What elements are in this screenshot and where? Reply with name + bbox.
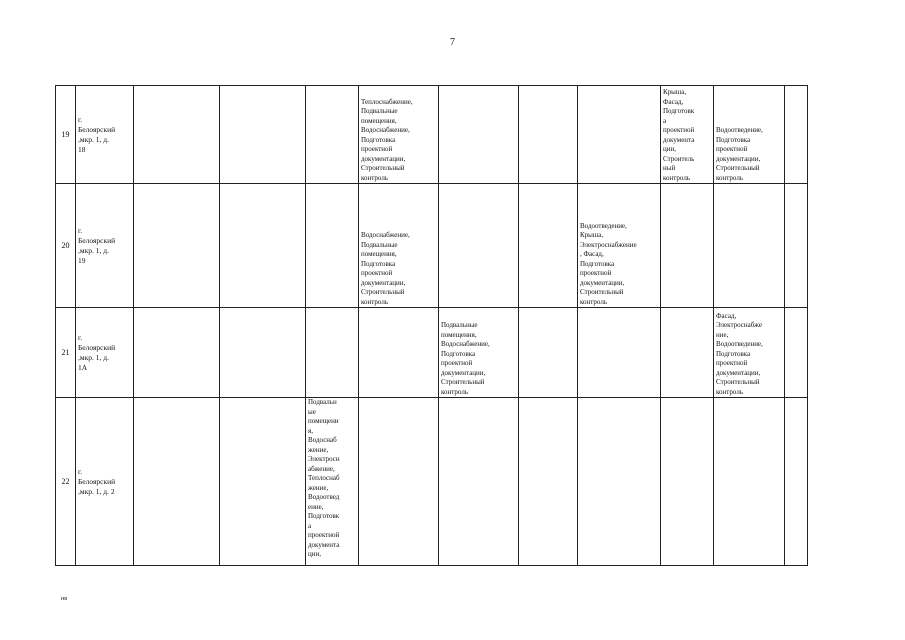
table-cell xyxy=(578,86,661,184)
table-cell xyxy=(661,308,714,398)
table-cell xyxy=(714,398,785,566)
address-cell: г. Белоярский ,мкр. 1, д. 18 xyxy=(76,86,134,184)
table-cell xyxy=(134,398,220,566)
table-cell xyxy=(578,308,661,398)
table-cell xyxy=(661,398,714,566)
table-cell: Водоснабжение, Подвальные помещения, Подготовка проектной документации, Строительный контроль xyxy=(359,184,439,308)
table-row xyxy=(56,308,808,398)
table-cell xyxy=(359,308,439,398)
table-cell xyxy=(306,308,359,398)
table-cell xyxy=(220,398,306,566)
table-cell: Подвальн ые помещени я, Водоснаб жение, Электросн абжение, Теплоснаб жение, Водоотвед ение, Подготовк а проектной документа ции, xyxy=(306,398,359,566)
table-row xyxy=(56,86,808,184)
table-cell xyxy=(359,398,439,566)
row-number: 22 xyxy=(56,398,76,566)
address-cell: г. Белоярский ,мкр. 1, д. 2 xyxy=(76,398,134,566)
table-cell xyxy=(578,398,661,566)
table-cell xyxy=(785,86,808,184)
table-cell xyxy=(661,184,714,308)
table-cell xyxy=(519,184,578,308)
table-cell xyxy=(134,308,220,398)
row-number: 21 xyxy=(56,308,76,398)
table-cell xyxy=(220,308,306,398)
table-cell: Водоотведение, Подготовка проектной документации, Строительный контроль xyxy=(714,86,785,184)
table-cell xyxy=(134,86,220,184)
table-cell xyxy=(306,86,359,184)
table-cell: Подвальные помещения, Водоснабжение, Подготовка проектной документации, Строительный контроль xyxy=(439,308,519,398)
table-cell xyxy=(439,184,519,308)
row-number: 20 xyxy=(56,184,76,308)
table-cell xyxy=(519,86,578,184)
table-cell xyxy=(306,184,359,308)
table-cell xyxy=(220,184,306,308)
table-cell: Теплоснабжение, Подвальные помещения, Водоснабжение, Подготовка проектной документации, Строительный контроль xyxy=(359,86,439,184)
table-cell xyxy=(220,86,306,184)
address-cell: г. Белоярский ,мкр. 1, д. 19 xyxy=(76,184,134,308)
table-cell xyxy=(519,308,578,398)
table-cell xyxy=(785,308,808,398)
table-row xyxy=(56,398,808,566)
table-cell xyxy=(134,184,220,308)
table-cell: Крыша, Фасад, Подготовк а проектной документа ции, Строитель ный контроль xyxy=(661,86,714,184)
table-cell: Фасад, Электроснабже ние, Водоотведение, Подготовка проектной документации, Строительный контроль xyxy=(714,308,785,398)
table-row xyxy=(56,184,808,308)
page-number: 7 xyxy=(450,37,455,48)
repair-schedule-table xyxy=(55,85,808,566)
table-cell xyxy=(714,184,785,308)
table-cell xyxy=(519,398,578,566)
table-cell xyxy=(785,184,808,308)
address-cell: г. Белоярский ,мкр. 1, д. 1А xyxy=(76,308,134,398)
row-number: 19 xyxy=(56,86,76,184)
table-cell xyxy=(785,398,808,566)
footer-mark: нв xyxy=(61,596,68,602)
table-cell xyxy=(439,86,519,184)
table-cell xyxy=(439,398,519,566)
table-cell: Водоотведение, Крыша, Электроснабжение , Фасад, Подготовка проектной документации, Строительный контроль xyxy=(578,184,661,308)
